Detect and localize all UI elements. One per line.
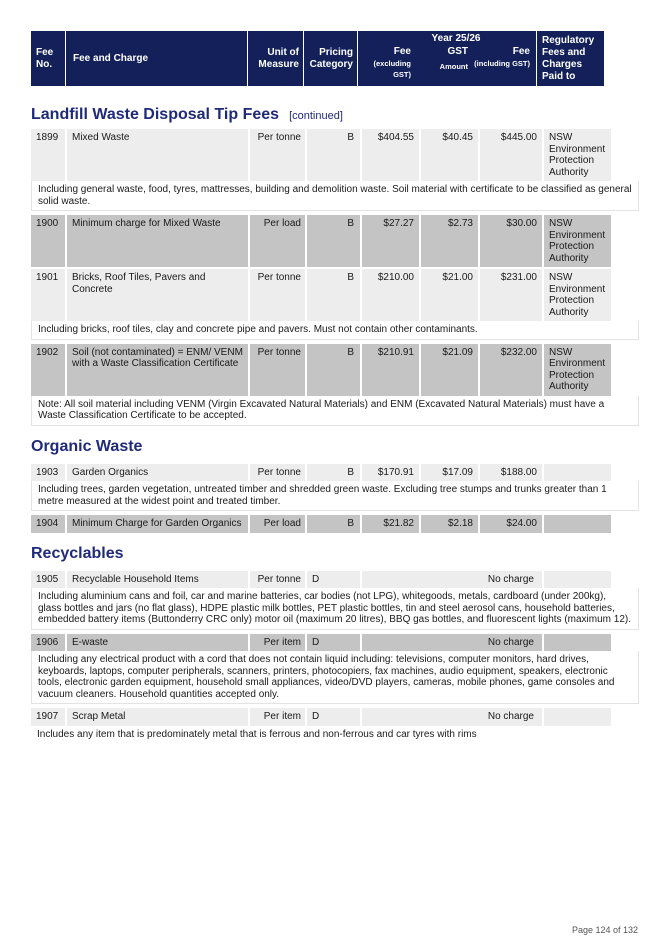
fee-number: 1902 bbox=[31, 344, 65, 396]
fee-row-1905 bbox=[31, 571, 639, 589]
fee-description-1899: Including general waste, food, tyres, mattresses, building and demolition waste. Soil material with certificate to be classified as general solid waste. bbox=[31, 181, 639, 211]
fee-including-gst: $231.00 bbox=[480, 269, 542, 321]
header-fee-no: Fee No. bbox=[31, 31, 65, 86]
gst-amount: $17.09 bbox=[421, 464, 478, 482]
regulatory-body bbox=[544, 515, 611, 533]
header-pricing-category: Pricing Category bbox=[304, 31, 357, 86]
fee-description-1902: Note: All soil material including VENM (Virgin Excavated Natural Materials) and ENM (Excavated Natural Materials) must have a Waste Classification Certificate to be accepted. bbox=[31, 396, 639, 426]
fee-including-gst: $30.00 bbox=[480, 215, 542, 267]
pricing-category: B bbox=[307, 215, 360, 267]
fee-description-1905: Including aluminium cans and foil, car and marine batteries, car bodies (not LPG), whitegoods, metals, cardboard (under 200kg), glass bottles and jars (no flat glass), HDPE plastic milk bottles, PET plastic bottles, tin and steel aerosol cans, household batteries, embedded battery items (Buttonderry CRC only) motor oil (maximum 20 litres), BBQ gas bottles, and fluorescent lights (maximum 12). bbox=[31, 588, 639, 630]
fee-excluding-gst: $170.91 bbox=[362, 464, 419, 482]
fee-row-1900 bbox=[31, 215, 639, 267]
fee-number: 1899 bbox=[31, 129, 65, 181]
fee-name: Mixed Waste bbox=[67, 129, 248, 181]
header-fee-excluding: Fee (excluding GST) bbox=[373, 46, 411, 79]
fee-number: 1905 bbox=[31, 571, 65, 589]
regulatory-body bbox=[544, 708, 611, 726]
regulatory-body: NSW Environment Protection Authority bbox=[544, 344, 611, 396]
header-regulatory: Regulatory Fees and Charges Paid to bbox=[537, 31, 604, 86]
regulatory-body: NSW Environment Protection Authority bbox=[544, 215, 611, 267]
fee-name: Bricks, Roof Tiles, Pavers and Concrete bbox=[67, 269, 248, 321]
unit-of-measure: Per tonne bbox=[250, 571, 305, 589]
unit-of-measure: Per load bbox=[250, 215, 305, 267]
pricing-category: B bbox=[307, 464, 360, 482]
fee-name: Garden Organics bbox=[67, 464, 248, 482]
fee-row-1903 bbox=[31, 464, 639, 482]
section-title-recyclables: Recyclables bbox=[31, 544, 124, 562]
continued-label: [continued] bbox=[289, 110, 343, 122]
regulatory-body bbox=[544, 571, 611, 589]
fee-row-1904 bbox=[31, 515, 639, 533]
section-title-landfill: Landfill Waste Disposal Tip Fees [continued] bbox=[31, 106, 343, 123]
header-year-group bbox=[358, 31, 536, 86]
pricing-category: B bbox=[307, 344, 360, 396]
pricing-category: B bbox=[307, 269, 360, 321]
pricing-category: B bbox=[307, 129, 360, 181]
fee-description-1907: Includes any item that is predominately metal that is ferrous and non-ferrous and car tyres with rims bbox=[37, 728, 477, 740]
gst-amount: $40.45 bbox=[421, 129, 478, 181]
fee-excluding-gst: $27.27 bbox=[362, 215, 419, 267]
fee-including-gst: $24.00 bbox=[480, 515, 542, 533]
unit-of-measure: Per load bbox=[250, 515, 305, 533]
table-header bbox=[31, 31, 639, 86]
fees-page bbox=[31, 31, 639, 743]
header-fee-including: Fee (including GST) bbox=[474, 46, 530, 68]
fee-including-gst: $445.00 bbox=[480, 129, 542, 181]
fee-number: 1906 bbox=[31, 634, 65, 652]
pricing-category: D bbox=[307, 708, 360, 726]
regulatory-body bbox=[544, 634, 611, 652]
fee-excluding-gst: $210.00 bbox=[362, 269, 419, 321]
fee-name: Scrap Metal bbox=[67, 708, 248, 726]
header-year: Year 25/26 bbox=[431, 33, 481, 44]
fee-number: 1901 bbox=[31, 269, 65, 321]
page-number: Page 124 of 132 bbox=[571, 925, 638, 935]
fee-row-1901 bbox=[31, 269, 639, 321]
pricing-category: B bbox=[307, 515, 360, 533]
pricing-category: D bbox=[307, 634, 360, 652]
gst-amount: $2.73 bbox=[421, 215, 478, 267]
no-charge-label: No charge bbox=[362, 634, 542, 652]
fee-row-1906 bbox=[31, 634, 639, 652]
pricing-category: D bbox=[307, 571, 360, 589]
unit-of-measure: Per item bbox=[250, 708, 305, 726]
no-charge-label: No charge bbox=[362, 708, 542, 726]
fee-description-1903: Including trees, garden vegetation, untreated timber and shredded green waste. Excluding tree stumps and trunks greater than 1 metre measured at the widest point and treated timber. bbox=[31, 481, 639, 511]
unit-of-measure: Per tonne bbox=[250, 464, 305, 482]
unit-of-measure: Per item bbox=[250, 634, 305, 652]
gst-amount: $21.09 bbox=[421, 344, 478, 396]
no-charge-label: No charge bbox=[362, 571, 542, 589]
unit-of-measure: Per tonne bbox=[250, 344, 305, 396]
section-title-organic: Organic Waste bbox=[31, 437, 143, 455]
fee-name: E-waste bbox=[67, 634, 248, 652]
unit-of-measure: Per tonne bbox=[250, 129, 305, 181]
fee-number: 1907 bbox=[31, 708, 65, 726]
fee-excluding-gst: $21.82 bbox=[362, 515, 419, 533]
header-unit-of-measure: Unit of Measure bbox=[248, 31, 303, 86]
fee-including-gst: $232.00 bbox=[480, 344, 542, 396]
fee-row-1902 bbox=[31, 344, 639, 396]
fee-number: 1900 bbox=[31, 215, 65, 267]
header-gst-amount: GST Amount bbox=[439, 46, 468, 71]
fee-excluding-gst: $210.91 bbox=[362, 344, 419, 396]
fee-description-1906: Including any electrical product with a cord that does not contain liquid including: televisions, computer monitors, hard drives, keyboards, laptops, computer peripherals, scanners, printers, photocopiers, fax machines, audio equipment, speakers, electronic tools, electronic garden equipment, household small appliances, video/DVD players, cameras, mobile phones, game consoles and vacuum cleaners. Household quantities accepted only. bbox=[31, 651, 639, 704]
regulatory-body: NSW Environment Protection Authority bbox=[544, 129, 611, 181]
fee-name: Minimum Charge for Garden Organics bbox=[67, 515, 248, 533]
header-fee-and-charge: Fee and Charge bbox=[66, 31, 247, 86]
fee-row-1899 bbox=[31, 129, 639, 181]
regulatory-body bbox=[544, 464, 611, 482]
unit-of-measure: Per tonne bbox=[250, 269, 305, 321]
fee-number: 1904 bbox=[31, 515, 65, 533]
fee-name: Recyclable Household Items bbox=[67, 571, 248, 589]
gst-amount: $2.18 bbox=[421, 515, 478, 533]
fee-including-gst: $188.00 bbox=[480, 464, 542, 482]
fee-row-1907 bbox=[31, 708, 639, 726]
fee-name: Soil (not contaminated) = ENM/ VENM with a Waste Classification Certificate bbox=[67, 344, 248, 396]
fee-name: Minimum charge for Mixed Waste bbox=[67, 215, 248, 267]
fee-description-1901: Including bricks, roof tiles, clay and concrete pipe and pavers. Must not contain other contaminants. bbox=[31, 321, 639, 340]
fee-excluding-gst: $404.55 bbox=[362, 129, 419, 181]
regulatory-body: NSW Environment Protection Authority bbox=[544, 269, 611, 321]
gst-amount: $21.00 bbox=[421, 269, 478, 321]
fee-number: 1903 bbox=[31, 464, 65, 482]
